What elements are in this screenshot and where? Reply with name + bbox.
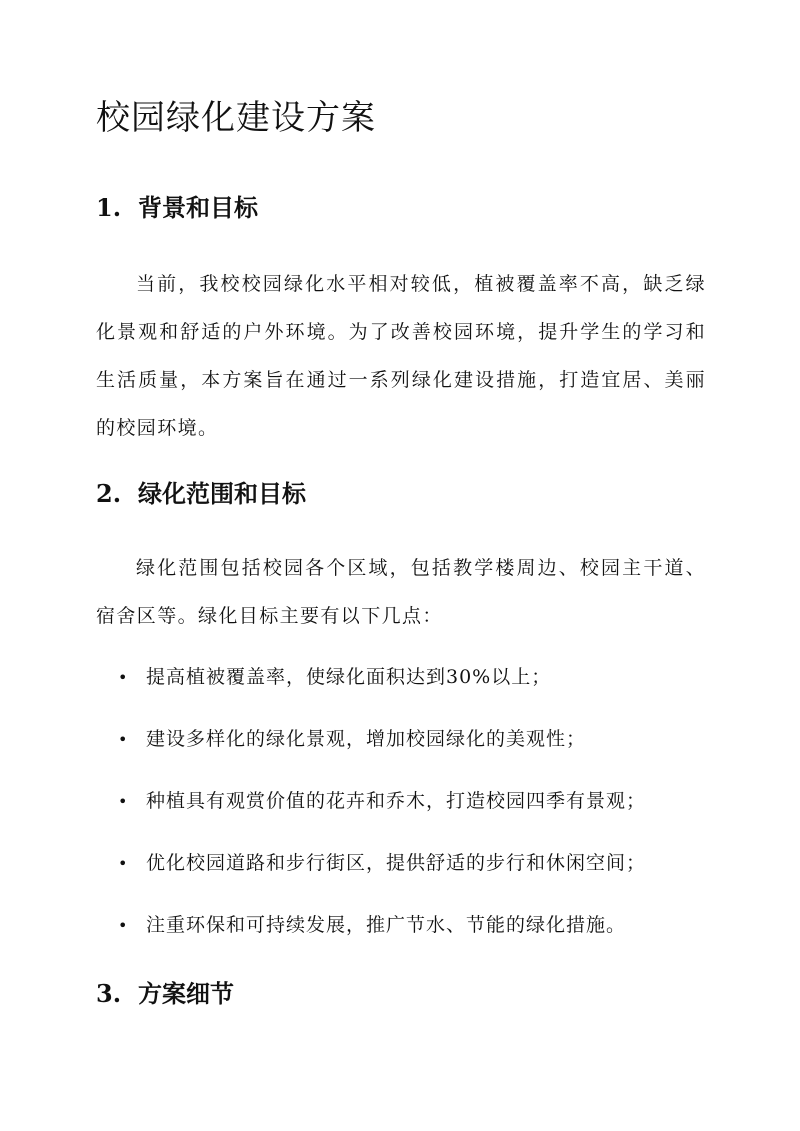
bullet-icon: • bbox=[118, 730, 129, 749]
section-number-1: 1. bbox=[96, 193, 122, 222]
section-2-paragraph: 绿化范围包括校园各个区域，包括教学楼周边、校园主干道、宿舍区等。绿化目标主要有以下几点： bbox=[96, 557, 706, 627]
goals-bullet-list bbox=[118, 652, 646, 962]
section-heading-2 bbox=[96, 476, 306, 512]
bullet-text: 建设多样化的绿化景观，增加校园绿化的美观性； bbox=[146, 728, 587, 750]
section-heading-3 bbox=[96, 976, 234, 1012]
bullet-text: 注重环保和可持续发展，推广节水、节能的绿化措施。 bbox=[146, 914, 627, 936]
bullet-text: 种植具有观赏价值的花卉和乔木，打造校园四季有景观； bbox=[146, 790, 647, 812]
bullet-icon: • bbox=[118, 668, 129, 687]
section-title-1: 背景和目标 bbox=[138, 193, 258, 222]
list-item bbox=[118, 900, 646, 962]
section-heading-1 bbox=[96, 190, 258, 226]
section-1-paragraph: 当前，我校校园绿化水平相对较低，植被覆盖率不高，缺乏绿化景观和舒适的户外环境。为了改善校园环境，提升学生的学习和生活质量，本方案旨在通过一系列绿化建设措施，打造宜居、美丽的校园环境。 bbox=[96, 273, 706, 439]
bullet-text: 优化校园道路和步行街区，提供舒适的步行和休闲空间； bbox=[146, 852, 647, 874]
section-title-3: 方案细节 bbox=[138, 979, 234, 1008]
list-item bbox=[118, 776, 646, 838]
section-number-3: 3. bbox=[96, 979, 122, 1008]
bullet-icon: • bbox=[118, 916, 129, 935]
bullet-icon: • bbox=[118, 854, 129, 873]
list-item bbox=[118, 714, 646, 776]
list-item bbox=[118, 838, 646, 900]
section-number-2: 2. bbox=[96, 479, 122, 508]
document-title: 校园绿化建设方案 bbox=[96, 98, 376, 138]
list-item bbox=[118, 652, 646, 714]
bullet-text: 提高植被覆盖率，使绿化面积达到30%以上； bbox=[146, 666, 552, 688]
bullet-icon: • bbox=[118, 792, 129, 811]
section-title-2: 绿化范围和目标 bbox=[138, 479, 306, 508]
